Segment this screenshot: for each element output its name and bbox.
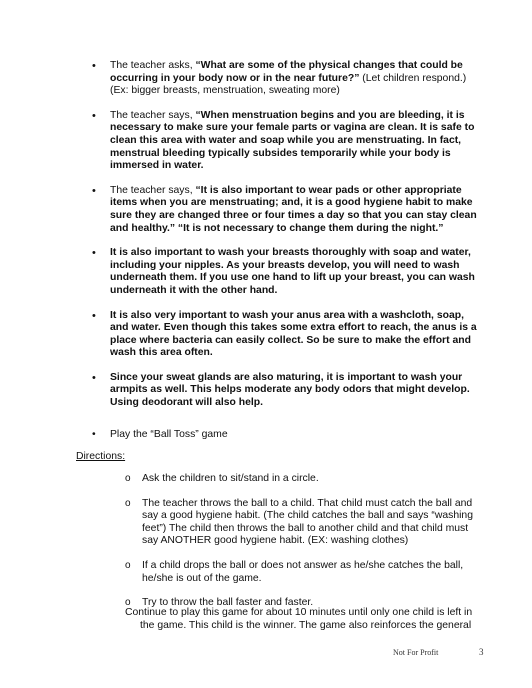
- continue-line-2: the game. This child is the winner. The game also reinforces the general: [140, 619, 472, 631]
- continue-line-1: Continue to play this game for about 10 minutes until only one child is left in: [125, 607, 473, 618]
- item-bold-text: “It is also important to wear pads or other appropriate items when you are menstruating; and, it is a good hygiene habit to make sure they are changed three or four times a day so that you can stay clean and healthy.” “It is not necessary to change them during the night.”: [110, 184, 477, 234]
- item-prefix: The teacher says,: [110, 184, 196, 196]
- item-prefix: The teacher asks,: [110, 60, 196, 71]
- item-suffix: (Let children respond.) (Ex: bigger breasts, menstruation, sweating more): [110, 72, 467, 97]
- footer-text: Not For Profit: [393, 648, 439, 657]
- page-number: 3: [479, 647, 484, 657]
- sub-item-text: If a child drops the ball or does not answer as he/she catches the ball, he/she is out of the game.: [142, 559, 464, 584]
- item-bold-text: “What are some of the physical changes that could be occurring in your body now or in the near future?”: [110, 60, 463, 84]
- item-bold-text: It is also important to wash your breasts thoroughly with soap and water, including your nipples. As your breasts develop, you will need to wash underneath them. If you use one hand to lift up your breast, you can wash underneath it with the other hand.: [110, 247, 475, 296]
- circle-bullet-icon: o: [125, 597, 131, 609]
- bullet-icon: •: [92, 429, 96, 440]
- sub-list: [0, 473, 532, 621]
- list-item: [0, 372, 482, 410]
- directions-heading: Directions:: [76, 451, 126, 462]
- play-item-text: Play the “Ball Toss” game: [110, 429, 228, 440]
- item-bold-text: Since your sweat glands are also maturing, it is important to wash your armpits as well. This helps moderate any body odors that might develop. Using deodorant will also help.: [110, 371, 470, 409]
- sub-item-text: Try to throw the ball faster and faster.: [142, 597, 314, 609]
- item-bold-text: “When menstruation begins and you are bleeding, it is necessary to make sure your female parts or vagina are clean. It is safe to clean this area with water and soap while you are menstruating. In fact, menstrual bleeding typically subsides temporarily while your body is immersed in water.: [110, 109, 475, 172]
- sub-list-item: [0, 560, 482, 585]
- bullet-icon: •: [92, 184, 96, 197]
- bullet-icon: •: [92, 309, 96, 322]
- sub-list-item: [0, 473, 482, 486]
- list-item: [0, 185, 482, 235]
- circle-bullet-icon: o: [125, 473, 131, 484]
- list-item: [0, 110, 482, 173]
- list-item: [0, 310, 482, 360]
- sub-item-text: Ask the children to sit/stand in a circle.: [142, 473, 319, 484]
- continue-paragraph: [125, 607, 483, 632]
- list-item: [0, 247, 482, 297]
- bullet-icon: •: [92, 60, 96, 72]
- bullet-icon: •: [92, 371, 96, 384]
- circle-bullet-icon: o: [125, 559, 131, 571]
- bullet-icon: •: [92, 247, 96, 260]
- item-bold-text: It is also very important to wash your anus area with a washcloth, soap, and water. Even though this takes some extra effort to reach, the anus is a place where bacteria can easily collect. So be sure to make the effort and wash this area often.: [110, 309, 477, 359]
- bullet-list: [0, 60, 532, 421]
- item-prefix: The teacher says,: [110, 109, 196, 121]
- list-item: [0, 60, 482, 98]
- sub-item-text: The teacher throws the ball to a child. That child must catch the ball and say a good hygiene habit. (The child catches the ball and says “washing feet”) The child then throws the ball to another child and that child must say ANOTHER good hygiene habit. (EX: washing clothes): [142, 497, 473, 547]
- bullet-icon: •: [92, 109, 96, 122]
- sub-list-item: [0, 498, 482, 548]
- circle-bullet-icon: o: [125, 497, 131, 509]
